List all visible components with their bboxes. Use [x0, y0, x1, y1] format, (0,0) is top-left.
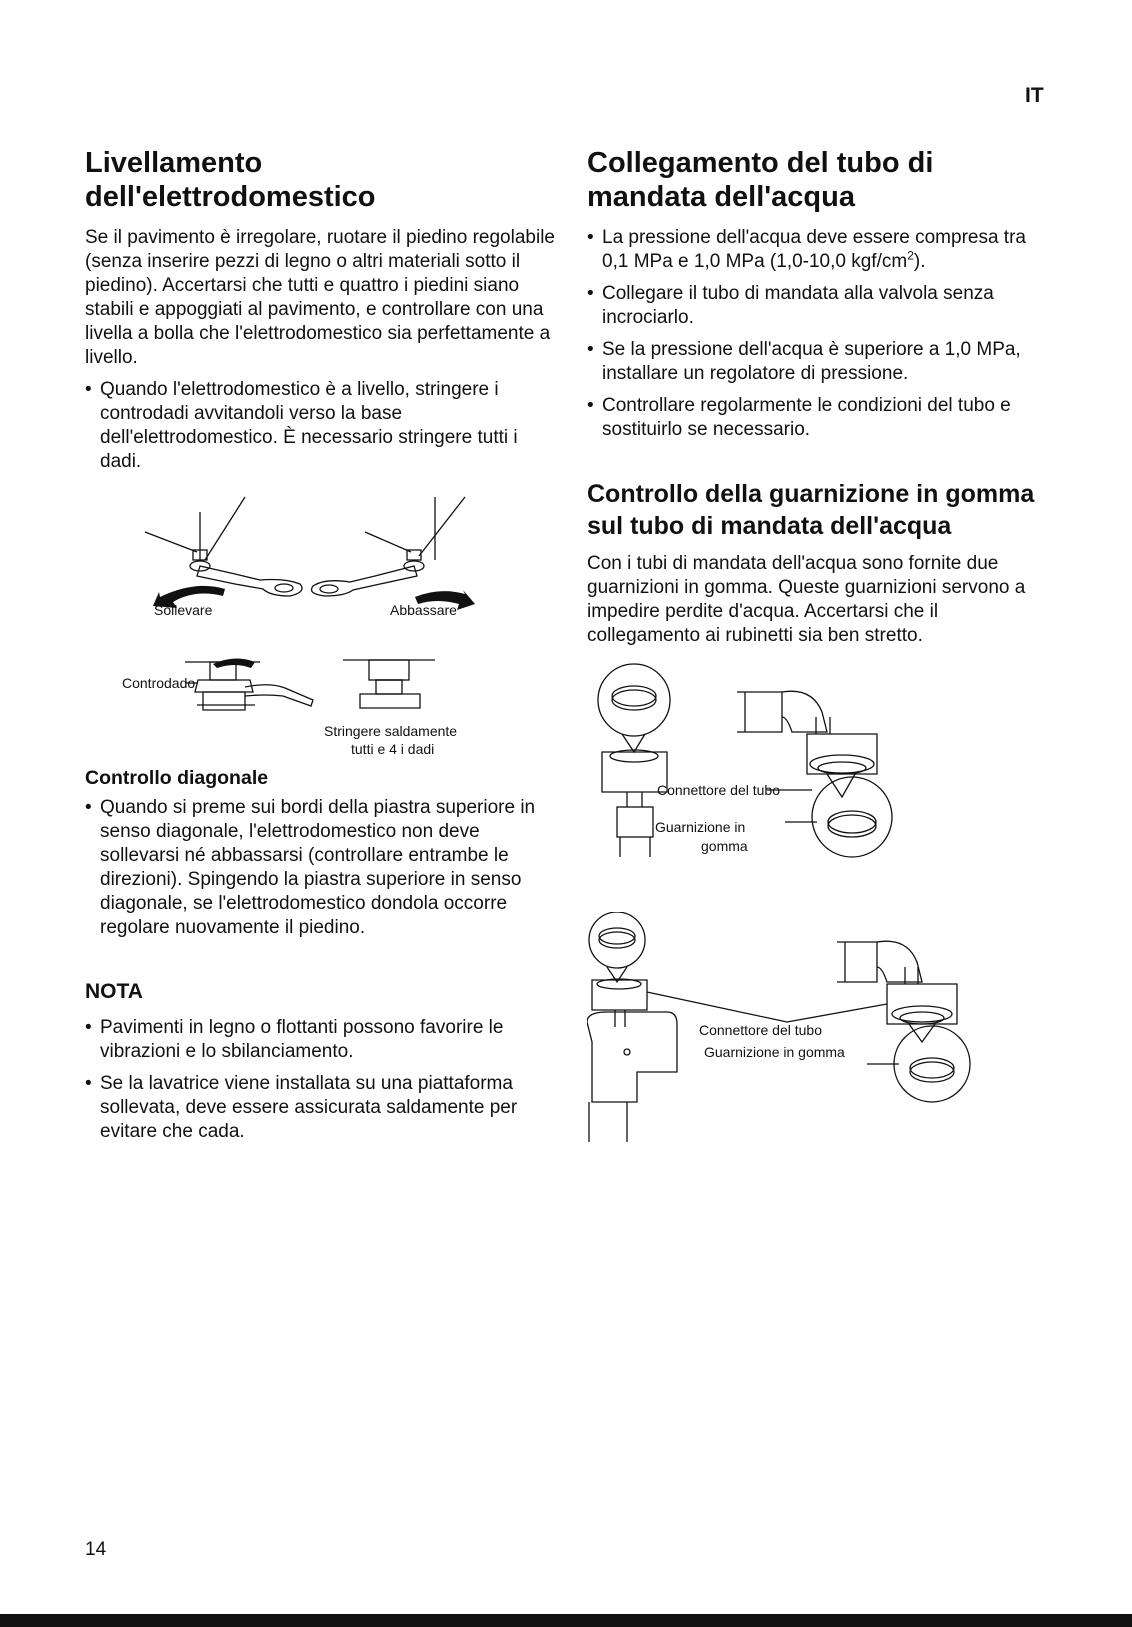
list-item [85, 1016, 555, 1064]
hose-connector-illustration [587, 662, 1047, 872]
connector-label: Connettore del tubo [657, 782, 780, 798]
list-item-text: Pavimenti in legno o flottanti possono favorire le vibrazioni e lo sbilanciamento. [100, 1017, 504, 1062]
language-code: IT [1025, 84, 1044, 107]
gasket-label-line1: Guarnizione in [655, 819, 746, 835]
list-item [587, 282, 1047, 330]
note-title: NOTA [85, 980, 143, 1003]
list-item-text: Se la pressione dell'acqua è superiore a 1,0 MPa, installare un regolatore di pressione. [602, 339, 1021, 384]
superscript: 2 [907, 248, 914, 263]
list-item [85, 796, 555, 940]
leveling-list [85, 378, 555, 474]
bullet-icon: • [85, 1017, 92, 1038]
leveling-title: Livellamento dell'elettrodomestico [85, 147, 376, 213]
list-item-text: Se la lavatrice viene installata su una piattaforma sollevata, deve essere assicurata saldamente per evitare che cada. [100, 1073, 518, 1142]
bullet-icon: • [85, 797, 92, 818]
tighten-label-line1: Stringere saldamente [324, 723, 458, 739]
list-item [587, 338, 1047, 386]
bullet-icon: • [587, 227, 594, 248]
diagonal-check-title: Controllo diagonale [85, 767, 269, 789]
list-item-text: Quando si preme sui bordi della piastra superiore in senso diagonale, l'elettrodomestico non deve sollevarsi né abbassarsi (controllare entrambe le direzioni). Spingendo la piastra superiore in senso diagonale, se l'elettrodomestico dondola occorre regolare nuovamente il piedino. [100, 797, 536, 938]
gasket-figure-2 [587, 912, 1047, 1142]
hose-list [587, 226, 1047, 442]
gasket-title: Controllo della guarnizione in gomma sul tubo di mandata dell'acqua [587, 480, 1035, 540]
gasket-label: Guarnizione in gomma [704, 1044, 845, 1060]
bottom-edge-bar [0, 1614, 1132, 1627]
gasket-text: Con i tubi di mandata dell'acqua sono fornite due guarnizioni in gomma. Queste guarnizioni servono a impedire perdite d'acqua. Accertarsi che il collegamento ai rubinetti sia ben stretto. [587, 553, 1026, 646]
bullet-icon: • [587, 283, 594, 304]
leveling-intro: Se il pavimento è irregolare, ruotare il piedino regolabile (senza inserire pezzi di legno o altri materiali sotto il piedino). Accertarsi che tutti e quattro i piedini siano stabili e appoggiati al pavimento, e controllare con una livella a bolla che l'elettrodomestico sia perfettamente a livello. [85, 227, 555, 368]
list-item-text: Controllare regolarmente le condizioni del tubo e sostituirlo se necessario. [602, 395, 1011, 440]
list-item-tail: ). [913, 251, 926, 272]
page-number: 14 [85, 1539, 107, 1560]
leveling-illustration [85, 492, 555, 752]
list-item [587, 394, 1047, 442]
gasket-figure-1 [587, 662, 1047, 872]
bullet-icon: • [587, 395, 594, 416]
locknut-label: Controdado [122, 675, 196, 691]
tighten-label-line2: tutti e 4 i dadi [351, 741, 435, 757]
bullet-icon: • [85, 1073, 92, 1094]
raise-label: Sollevare [154, 602, 213, 618]
list-item [587, 226, 1047, 274]
note-list [85, 1016, 555, 1144]
hose-title: Collegamento del tubo di mandata dell'acqua [587, 147, 934, 213]
left-column [85, 146, 555, 1152]
list-item-text: Quando l'elettrodomestico è a livello, stringere i controdadi avvitandoli verso la base dell'elettrodomestico. È necessario stringere tutti i dadi. [100, 379, 518, 472]
list-item-text: La pressione dell'acqua deve essere compresa tra 0,1 MPa e 1,0 MPa (1,0-10,0 kgf/cm [602, 227, 1026, 272]
gasket-label-line2: gomma [701, 838, 748, 854]
bullet-icon: • [587, 339, 594, 360]
connector-label: Connettore del tubo [699, 1022, 822, 1038]
list-item-text: Collegare il tubo di mandata alla valvola senza incrociarlo. [602, 283, 994, 328]
bullet-icon: • [85, 379, 92, 400]
list-item [85, 378, 555, 474]
list-item [85, 1072, 555, 1144]
leveling-figure [85, 492, 555, 757]
diagonal-list [85, 796, 555, 940]
lower-label: Abbassare [390, 602, 457, 618]
right-column [587, 146, 1047, 1142]
